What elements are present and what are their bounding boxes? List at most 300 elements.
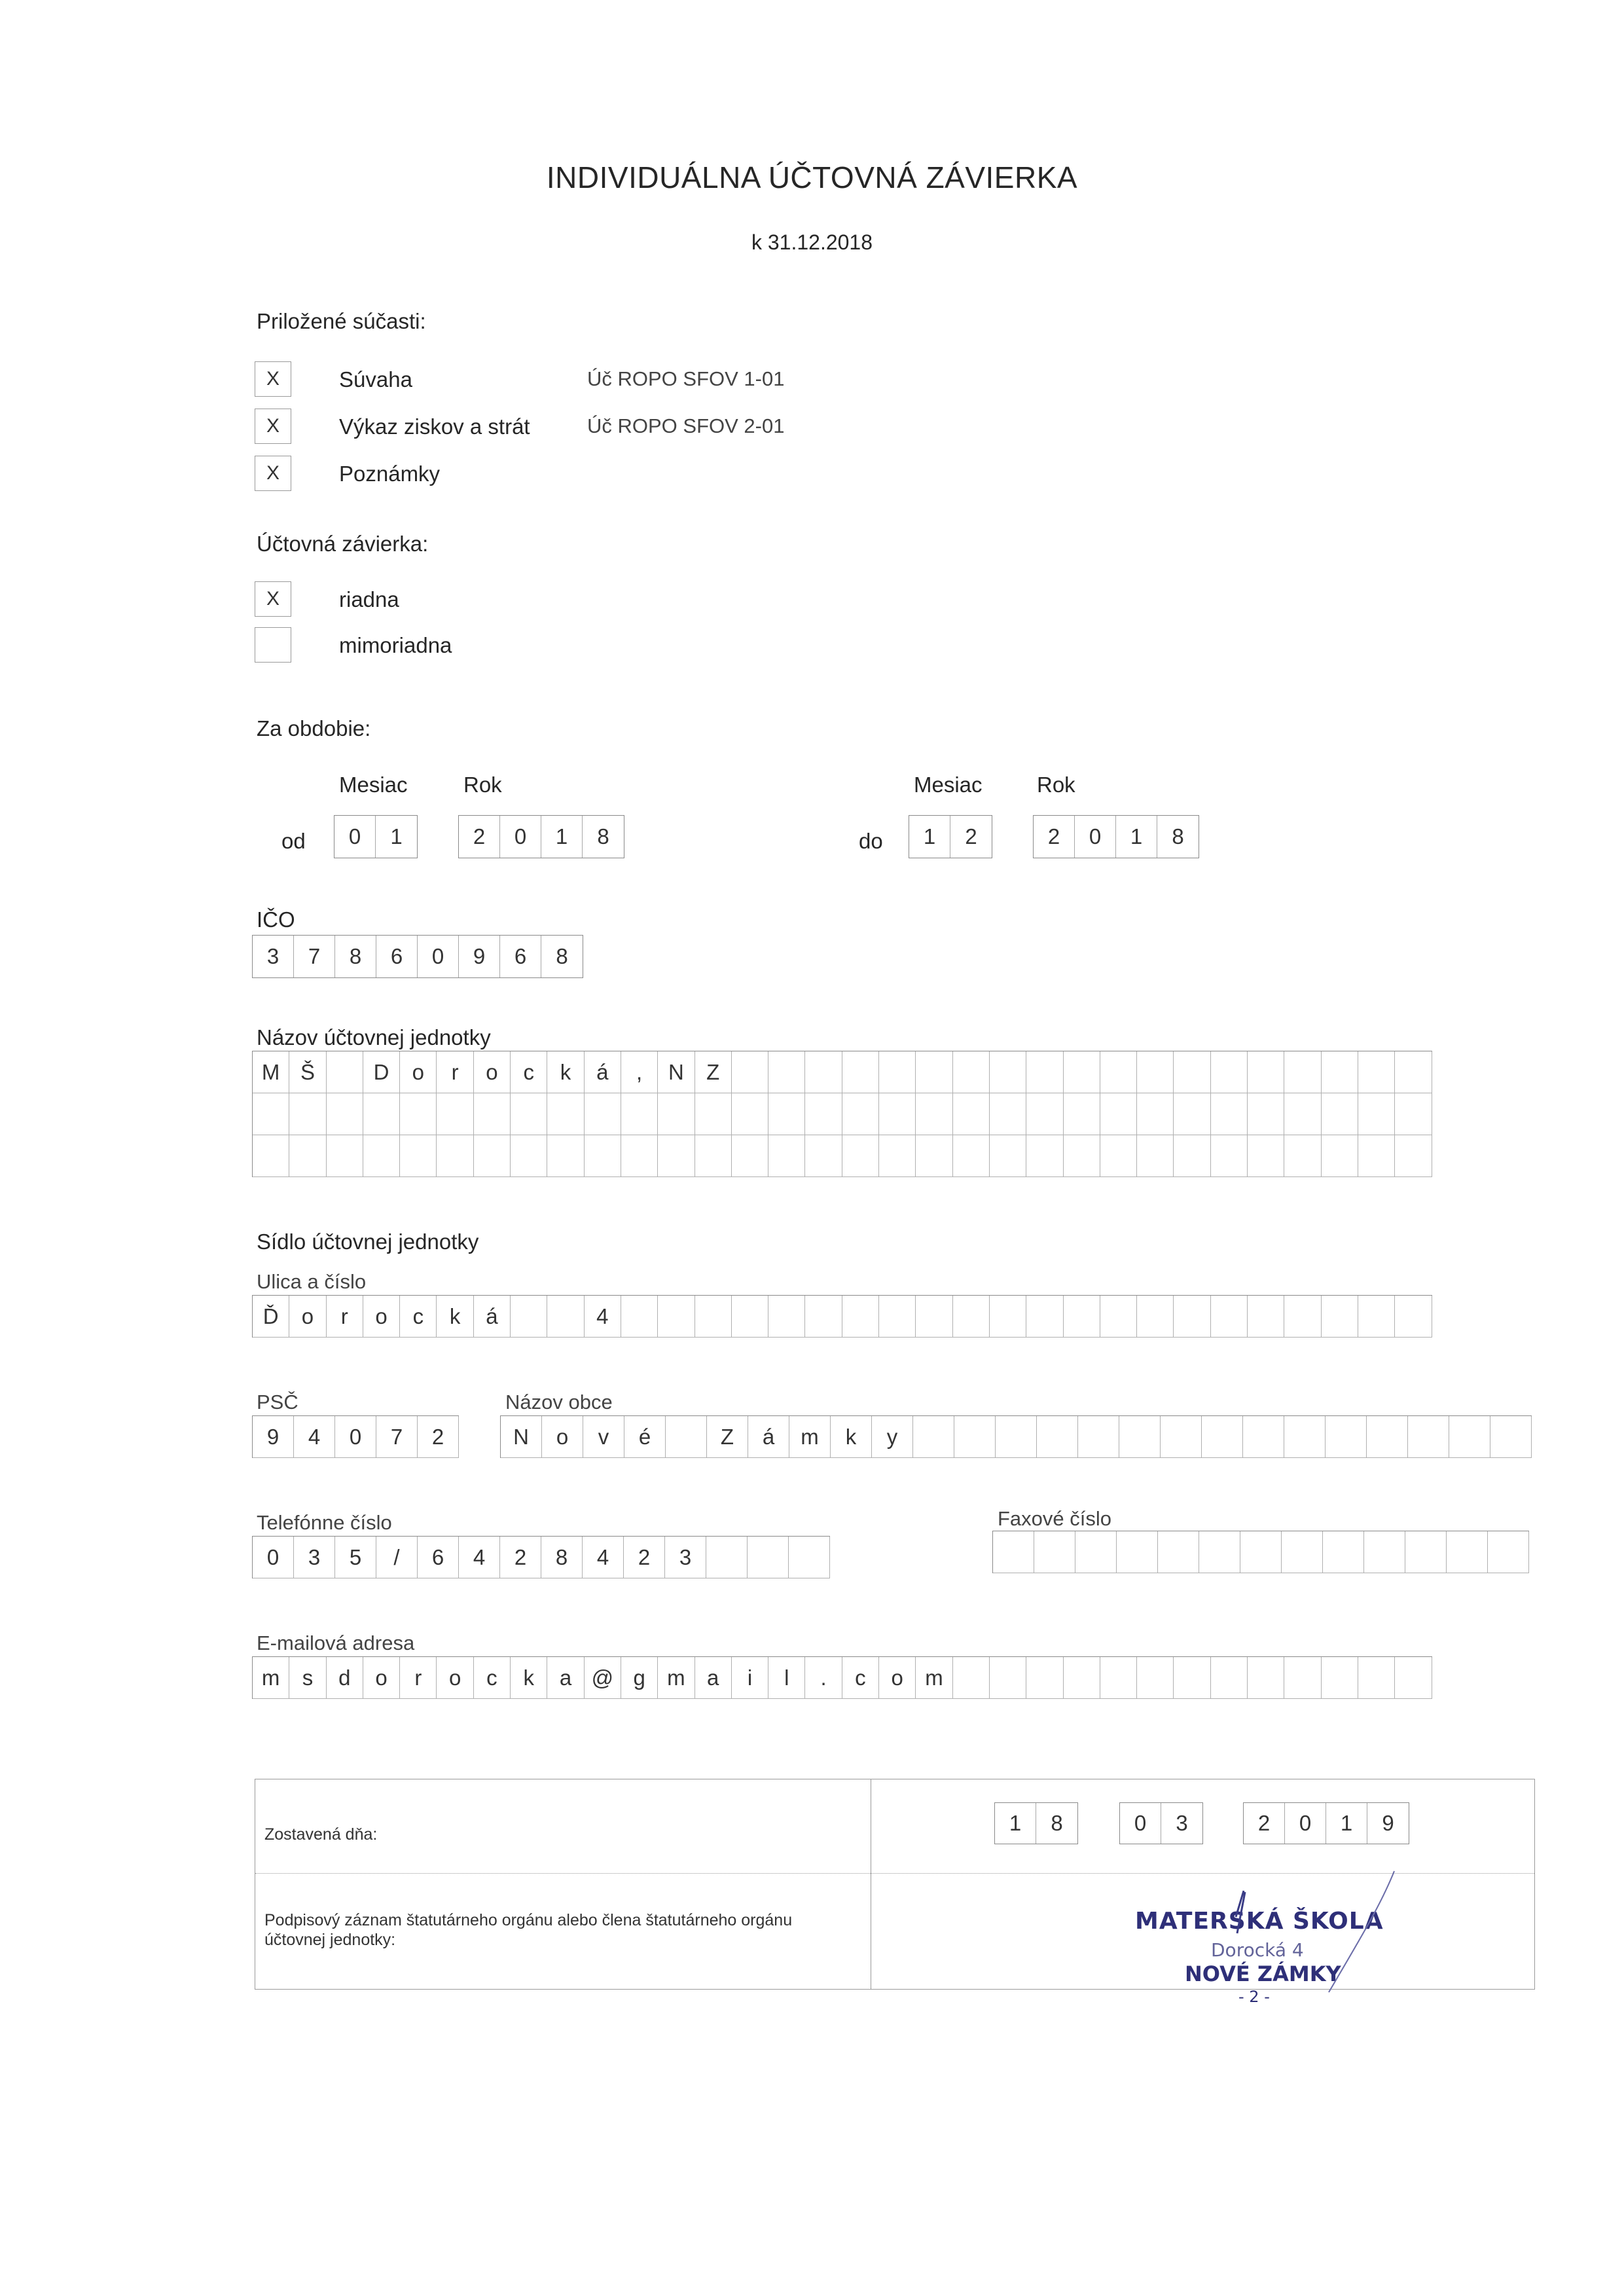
char-cell xyxy=(1158,1531,1199,1573)
char-cell xyxy=(1202,1416,1243,1458)
char-cell xyxy=(695,1135,732,1177)
char-cell xyxy=(1211,1657,1248,1699)
char-cell xyxy=(1174,1135,1210,1177)
phone-label: Telefónne číslo xyxy=(257,1511,392,1534)
from-year-field[interactable] xyxy=(458,815,624,858)
char-cell xyxy=(1034,1531,1075,1573)
char-cell xyxy=(1395,1051,1432,1093)
char-cell xyxy=(805,1296,842,1338)
char-cell xyxy=(511,1135,547,1177)
char-cell xyxy=(1449,1416,1490,1458)
char-cell xyxy=(842,1093,879,1135)
digit-cell: 3 xyxy=(1176,1811,1188,1835)
char-cell xyxy=(621,1135,658,1177)
char-cell xyxy=(363,1135,400,1177)
char-cell: 4 xyxy=(459,1537,500,1578)
digit-cell: 0 xyxy=(418,936,459,977)
char-cell xyxy=(990,1093,1026,1135)
entity-name-label: Názov účtovnej jednotky xyxy=(257,1025,491,1049)
char-cell xyxy=(706,1537,748,1578)
char-cell xyxy=(1284,1296,1321,1338)
char-cell xyxy=(621,1296,658,1338)
char-cell xyxy=(1161,1416,1202,1458)
period-label: Za obdobie: xyxy=(257,716,371,740)
char-cell: m xyxy=(658,1657,695,1699)
char-cell xyxy=(1408,1416,1449,1458)
attachment-name: Poznámky xyxy=(339,462,441,486)
char-cell: @ xyxy=(585,1657,621,1699)
stamp-line-1: MATERSKÁ ŠKOLA xyxy=(1135,1908,1384,1935)
char-cell: o xyxy=(363,1657,400,1699)
char-cell xyxy=(547,1135,584,1177)
char-cell: Z xyxy=(707,1416,748,1458)
char-cell xyxy=(1248,1051,1284,1093)
char-cell: k xyxy=(831,1416,872,1458)
char-cell: 3 xyxy=(665,1537,706,1578)
char-cell xyxy=(1100,1135,1137,1177)
char-cell: 2 xyxy=(500,1537,541,1578)
char-cell xyxy=(1211,1135,1248,1177)
char-cell xyxy=(1137,1657,1174,1699)
char-cell xyxy=(511,1296,547,1338)
char-cell: D xyxy=(363,1051,400,1093)
char-cell xyxy=(842,1296,879,1338)
char-cell xyxy=(1322,1657,1358,1699)
signature-table xyxy=(255,1779,1535,2006)
char-cell xyxy=(993,1531,1034,1573)
attachment-checkbox-vykaz[interactable]: X xyxy=(255,409,291,444)
char-cell: 7 xyxy=(376,1416,418,1458)
char-cell: m xyxy=(789,1416,831,1458)
char-cell: . xyxy=(805,1657,842,1699)
char-cell xyxy=(879,1051,916,1093)
char-cell: 5 xyxy=(335,1537,376,1578)
char-cell xyxy=(748,1537,789,1578)
char-cell xyxy=(954,1416,996,1458)
char-cell xyxy=(1284,1416,1326,1458)
char-cell xyxy=(1395,1657,1432,1699)
char-cell xyxy=(1075,1531,1117,1573)
char-cell xyxy=(1284,1657,1321,1699)
char-cell xyxy=(732,1296,768,1338)
handwritten-signature-icon xyxy=(1198,1845,1414,2002)
digit-cell: 1 xyxy=(1116,816,1157,858)
char-cell xyxy=(879,1135,916,1177)
char-cell xyxy=(1026,1093,1063,1135)
char-cell: o xyxy=(474,1051,511,1093)
digit-cell: 0 xyxy=(1075,816,1116,858)
char-cell: m xyxy=(253,1657,289,1699)
stamp-line-4: - 2 - xyxy=(1238,1988,1270,2006)
char-cell xyxy=(327,1093,363,1135)
char-cell: r xyxy=(327,1296,363,1338)
char-cell: 2 xyxy=(418,1416,459,1458)
char-cell xyxy=(990,1135,1026,1177)
char-cell: á xyxy=(474,1296,511,1338)
char-cell xyxy=(1248,1093,1284,1135)
char-cell: , xyxy=(621,1051,658,1093)
char-cell xyxy=(768,1135,805,1177)
char-cell xyxy=(879,1093,916,1135)
char-cell xyxy=(695,1093,732,1135)
char-cell xyxy=(1211,1093,1248,1135)
char-cell xyxy=(327,1135,363,1177)
char-cell xyxy=(1248,1296,1284,1338)
closing-type-option: riadna xyxy=(339,587,399,611)
char-cell xyxy=(1037,1416,1078,1458)
char-cell xyxy=(1358,1093,1395,1135)
char-cell xyxy=(1117,1531,1158,1573)
char-cell: Š xyxy=(289,1051,326,1093)
digit-cell: 9 xyxy=(459,936,500,977)
digit-cell: 2 xyxy=(1244,1803,1285,1844)
char-cell xyxy=(1211,1296,1248,1338)
from-year-label: Rok xyxy=(463,773,502,797)
char-cell xyxy=(1211,1051,1248,1093)
char-cell: y xyxy=(872,1416,913,1458)
char-cell xyxy=(585,1135,621,1177)
attachment-code: Úč ROPO SFOV 2-01 xyxy=(587,414,785,437)
seat-label: Sídlo účtovnej jednotky xyxy=(257,1230,479,1254)
digit-cell: 1 xyxy=(541,816,583,858)
email-field[interactable] xyxy=(252,1656,1432,1699)
char-cell xyxy=(363,1093,400,1135)
char-cell: o xyxy=(363,1296,400,1338)
char-cell xyxy=(327,1051,363,1093)
char-cell: g xyxy=(621,1657,658,1699)
compiled-date-label: Zostavená dňa: xyxy=(264,1825,378,1844)
char-cell xyxy=(913,1416,954,1458)
char-cell xyxy=(1243,1416,1284,1458)
char-cell xyxy=(1282,1531,1323,1573)
digit-cell: 1 xyxy=(390,824,403,848)
compiled-day-field[interactable] xyxy=(994,1802,1078,1844)
char-cell xyxy=(1322,1296,1358,1338)
char-cell: r xyxy=(437,1051,473,1093)
char-cell xyxy=(879,1296,916,1338)
digit-cell: 8 xyxy=(556,944,568,968)
digit-cell: 0 xyxy=(334,816,376,858)
char-cell xyxy=(658,1135,695,1177)
char-cell xyxy=(1326,1416,1367,1458)
digit-cell: 2 xyxy=(965,824,977,848)
char-cell xyxy=(990,1657,1026,1699)
char-cell xyxy=(1322,1093,1358,1135)
char-cell xyxy=(916,1093,952,1135)
stamp-line-3: NOVÉ ZÁMKY xyxy=(1185,1961,1341,1986)
char-cell xyxy=(805,1051,842,1093)
char-cell xyxy=(1100,1093,1137,1135)
char-cell xyxy=(1026,1657,1063,1699)
street-label: Ulica a číslo xyxy=(257,1270,367,1293)
compiled-year-field[interactable] xyxy=(1243,1802,1409,1844)
to-year-field[interactable] xyxy=(1033,815,1199,858)
char-cell: 4 xyxy=(583,1537,624,1578)
ico-field[interactable] xyxy=(252,935,583,978)
char-cell xyxy=(253,1093,289,1135)
char-cell xyxy=(953,1051,990,1093)
char-cell xyxy=(585,1093,621,1135)
char-cell xyxy=(437,1135,473,1177)
digit-cell: 8 xyxy=(335,936,376,977)
char-cell: o xyxy=(289,1296,326,1338)
char-cell: N xyxy=(501,1416,542,1458)
to-month-field[interactable] xyxy=(909,815,992,858)
char-cell: 8 xyxy=(541,1537,583,1578)
char-cell: 6 xyxy=(418,1537,459,1578)
char-cell: k xyxy=(437,1296,473,1338)
char-cell xyxy=(1137,1093,1174,1135)
char-cell: c xyxy=(474,1657,511,1699)
digit-cell: 8 xyxy=(1051,1811,1063,1835)
digit-cell: 3 xyxy=(253,936,294,977)
digit-cell: 0 xyxy=(1285,1803,1326,1844)
entity-name-field[interactable] xyxy=(252,1051,1432,1177)
char-cell xyxy=(1248,1657,1284,1699)
char-cell xyxy=(1323,1531,1364,1573)
psc-label: PSČ xyxy=(257,1391,298,1413)
char-cell: 0 xyxy=(335,1416,376,1458)
phone-field[interactable] xyxy=(252,1536,830,1578)
char-cell: c xyxy=(400,1296,437,1338)
char-cell xyxy=(1100,1051,1137,1093)
char-cell xyxy=(768,1051,805,1093)
char-cell: c xyxy=(842,1657,879,1699)
char-cell xyxy=(1100,1657,1137,1699)
char-cell xyxy=(1322,1135,1358,1177)
char-cell xyxy=(1364,1531,1405,1573)
char-cell xyxy=(953,1093,990,1135)
to-year-label: Rok xyxy=(1037,773,1075,797)
char-cell: 4 xyxy=(585,1296,621,1338)
char-cell xyxy=(1064,1657,1100,1699)
street-field[interactable] xyxy=(252,1295,1432,1338)
char-cell xyxy=(953,1657,990,1699)
char-cell: 0 xyxy=(253,1537,294,1578)
char-cell xyxy=(916,1051,952,1093)
char-cell xyxy=(1395,1093,1432,1135)
char-cell: o xyxy=(437,1657,473,1699)
char-cell xyxy=(953,1135,990,1177)
fax-label: Faxové číslo xyxy=(998,1507,1112,1530)
from-label: od xyxy=(281,829,306,853)
char-cell xyxy=(1248,1135,1284,1177)
char-cell xyxy=(547,1093,584,1135)
char-cell xyxy=(996,1416,1037,1458)
digit-cell: 8 xyxy=(1172,824,1184,848)
char-cell xyxy=(1064,1296,1100,1338)
char-cell xyxy=(916,1296,952,1338)
char-cell xyxy=(1358,1657,1395,1699)
char-cell xyxy=(1358,1051,1395,1093)
char-cell: M xyxy=(253,1051,289,1093)
char-cell xyxy=(916,1135,952,1177)
char-cell xyxy=(1078,1416,1119,1458)
char-cell: l xyxy=(768,1657,805,1699)
char-cell: é xyxy=(624,1416,666,1458)
char-cell xyxy=(437,1093,473,1135)
char-cell xyxy=(1100,1296,1137,1338)
char-cell xyxy=(547,1296,584,1338)
char-cell xyxy=(732,1135,768,1177)
char-cell xyxy=(1358,1135,1395,1177)
char-cell: Z xyxy=(695,1051,732,1093)
char-cell xyxy=(842,1135,879,1177)
char-cell xyxy=(990,1296,1026,1338)
char-cell xyxy=(1395,1296,1432,1338)
closing-type-label: Účtovná závierka: xyxy=(257,532,429,556)
char-cell xyxy=(805,1135,842,1177)
char-cell: o xyxy=(542,1416,583,1458)
char-cell xyxy=(1405,1531,1447,1573)
digit-cell: 0 xyxy=(1120,1803,1161,1844)
fax-field[interactable] xyxy=(992,1531,1529,1573)
char-cell xyxy=(789,1537,830,1578)
digit-cell: 8 xyxy=(597,824,609,848)
char-cell xyxy=(1064,1093,1100,1135)
char-cell xyxy=(400,1093,437,1135)
char-cell xyxy=(289,1093,326,1135)
char-cell xyxy=(1064,1051,1100,1093)
char-cell xyxy=(1174,1296,1210,1338)
digit-cell: 6 xyxy=(376,936,418,977)
attachment-code: Úč ROPO SFOV 1-01 xyxy=(587,367,785,390)
char-cell: v xyxy=(583,1416,624,1458)
char-cell: i xyxy=(732,1657,768,1699)
attachments-label: Priložené súčasti: xyxy=(257,309,426,333)
city-field[interactable] xyxy=(500,1415,1532,1458)
char-cell xyxy=(768,1296,805,1338)
closing-type-checkbox-riadna[interactable]: X xyxy=(255,581,291,617)
digit-cell: 1 xyxy=(995,1803,1036,1844)
char-cell: / xyxy=(376,1537,418,1578)
char-cell: 4 xyxy=(294,1416,335,1458)
char-cell xyxy=(1490,1416,1532,1458)
char-cell: Ď xyxy=(253,1296,289,1338)
char-cell xyxy=(1026,1051,1063,1093)
document-title: INDIVIDUÁLNA ÚČTOVNÁ ZÁVIERKA xyxy=(546,160,1078,194)
digit-cell: 1 xyxy=(909,816,950,858)
char-cell: k xyxy=(511,1657,547,1699)
char-cell xyxy=(990,1051,1026,1093)
char-cell xyxy=(805,1093,842,1135)
stamp-line-2: Dorocká 4 xyxy=(1211,1939,1304,1961)
email-label: E-mailová adresa xyxy=(257,1631,415,1654)
char-cell xyxy=(1395,1135,1432,1177)
char-cell xyxy=(1137,1296,1174,1338)
signature-record-label: Podpisový záznam štatutárneho orgánu alebo člena štatutárneho orgánu účtovnej jednotky: xyxy=(264,1911,793,1949)
attachment-name: Výkaz ziskov a strát xyxy=(339,414,530,439)
char-cell xyxy=(1284,1093,1321,1135)
char-cell xyxy=(1322,1051,1358,1093)
digit-cell: 2 xyxy=(1034,816,1075,858)
char-cell xyxy=(1284,1051,1321,1093)
char-cell: o xyxy=(879,1657,916,1699)
char-cell xyxy=(1488,1531,1529,1573)
char-cell: r xyxy=(400,1657,437,1699)
char-cell xyxy=(1026,1135,1063,1177)
city-label: Názov obce xyxy=(505,1391,613,1413)
char-cell: 2 xyxy=(624,1537,665,1578)
char-cell xyxy=(1137,1051,1174,1093)
char-cell xyxy=(1026,1296,1063,1338)
compiled-month-field[interactable] xyxy=(1119,1802,1203,1844)
char-cell xyxy=(1447,1531,1488,1573)
char-cell xyxy=(695,1296,732,1338)
attachment-checkbox-suvaha[interactable]: X xyxy=(255,361,291,397)
char-cell xyxy=(1119,1416,1161,1458)
char-cell: m xyxy=(916,1657,952,1699)
char-cell xyxy=(732,1051,768,1093)
to-month-label: Mesiac xyxy=(914,773,983,797)
char-cell: o xyxy=(400,1051,437,1093)
digit-cell: 1 xyxy=(1326,1803,1367,1844)
char-cell: a xyxy=(547,1657,584,1699)
digit-cell: 6 xyxy=(500,936,541,977)
char-cell xyxy=(768,1093,805,1135)
from-month-field[interactable] xyxy=(334,815,418,858)
char-cell: s xyxy=(289,1657,326,1699)
char-cell xyxy=(1358,1296,1395,1338)
char-cell xyxy=(658,1296,695,1338)
ico-label: IČO xyxy=(257,907,295,932)
char-cell xyxy=(621,1093,658,1135)
char-cell: k xyxy=(547,1051,584,1093)
attachment-name: Súvaha xyxy=(339,367,412,392)
char-cell: N xyxy=(658,1051,695,1093)
digit-cell: 9 xyxy=(1382,1811,1394,1835)
char-cell xyxy=(253,1135,289,1177)
char-cell: á xyxy=(585,1051,621,1093)
char-cell xyxy=(474,1135,511,1177)
to-label: do xyxy=(859,829,883,853)
digit-cell: 0 xyxy=(500,816,541,858)
digit-cell: 7 xyxy=(294,936,335,977)
char-cell xyxy=(666,1416,707,1458)
char-cell: d xyxy=(327,1657,363,1699)
char-cell xyxy=(400,1135,437,1177)
char-cell xyxy=(511,1093,547,1135)
char-cell xyxy=(842,1051,879,1093)
char-cell: 9 xyxy=(253,1416,294,1458)
psc-field[interactable] xyxy=(252,1415,459,1458)
char-cell xyxy=(1199,1531,1240,1573)
char-cell xyxy=(1240,1531,1282,1573)
from-month-label: Mesiac xyxy=(339,773,408,797)
char-cell: c xyxy=(511,1051,547,1093)
char-cell xyxy=(1367,1416,1408,1458)
char-cell xyxy=(1174,1657,1210,1699)
char-cell: á xyxy=(748,1416,789,1458)
char-cell xyxy=(658,1093,695,1135)
char-cell xyxy=(289,1135,326,1177)
document-date: k 31.12.2018 xyxy=(751,230,873,254)
char-cell xyxy=(1284,1135,1321,1177)
char-cell: 3 xyxy=(294,1537,335,1578)
char-cell xyxy=(1137,1135,1174,1177)
char-cell: a xyxy=(695,1657,732,1699)
closing-type-checkbox-mimoriadna[interactable] xyxy=(255,627,291,663)
char-cell xyxy=(1174,1051,1210,1093)
closing-type-option: mimoriadna xyxy=(339,633,452,657)
char-cell xyxy=(1174,1093,1210,1135)
char-cell xyxy=(1064,1135,1100,1177)
digit-cell: 2 xyxy=(459,816,500,858)
char-cell xyxy=(474,1093,511,1135)
attachment-checkbox-poznamky[interactable]: X xyxy=(255,456,291,491)
char-cell xyxy=(732,1093,768,1135)
char-cell xyxy=(953,1296,990,1338)
